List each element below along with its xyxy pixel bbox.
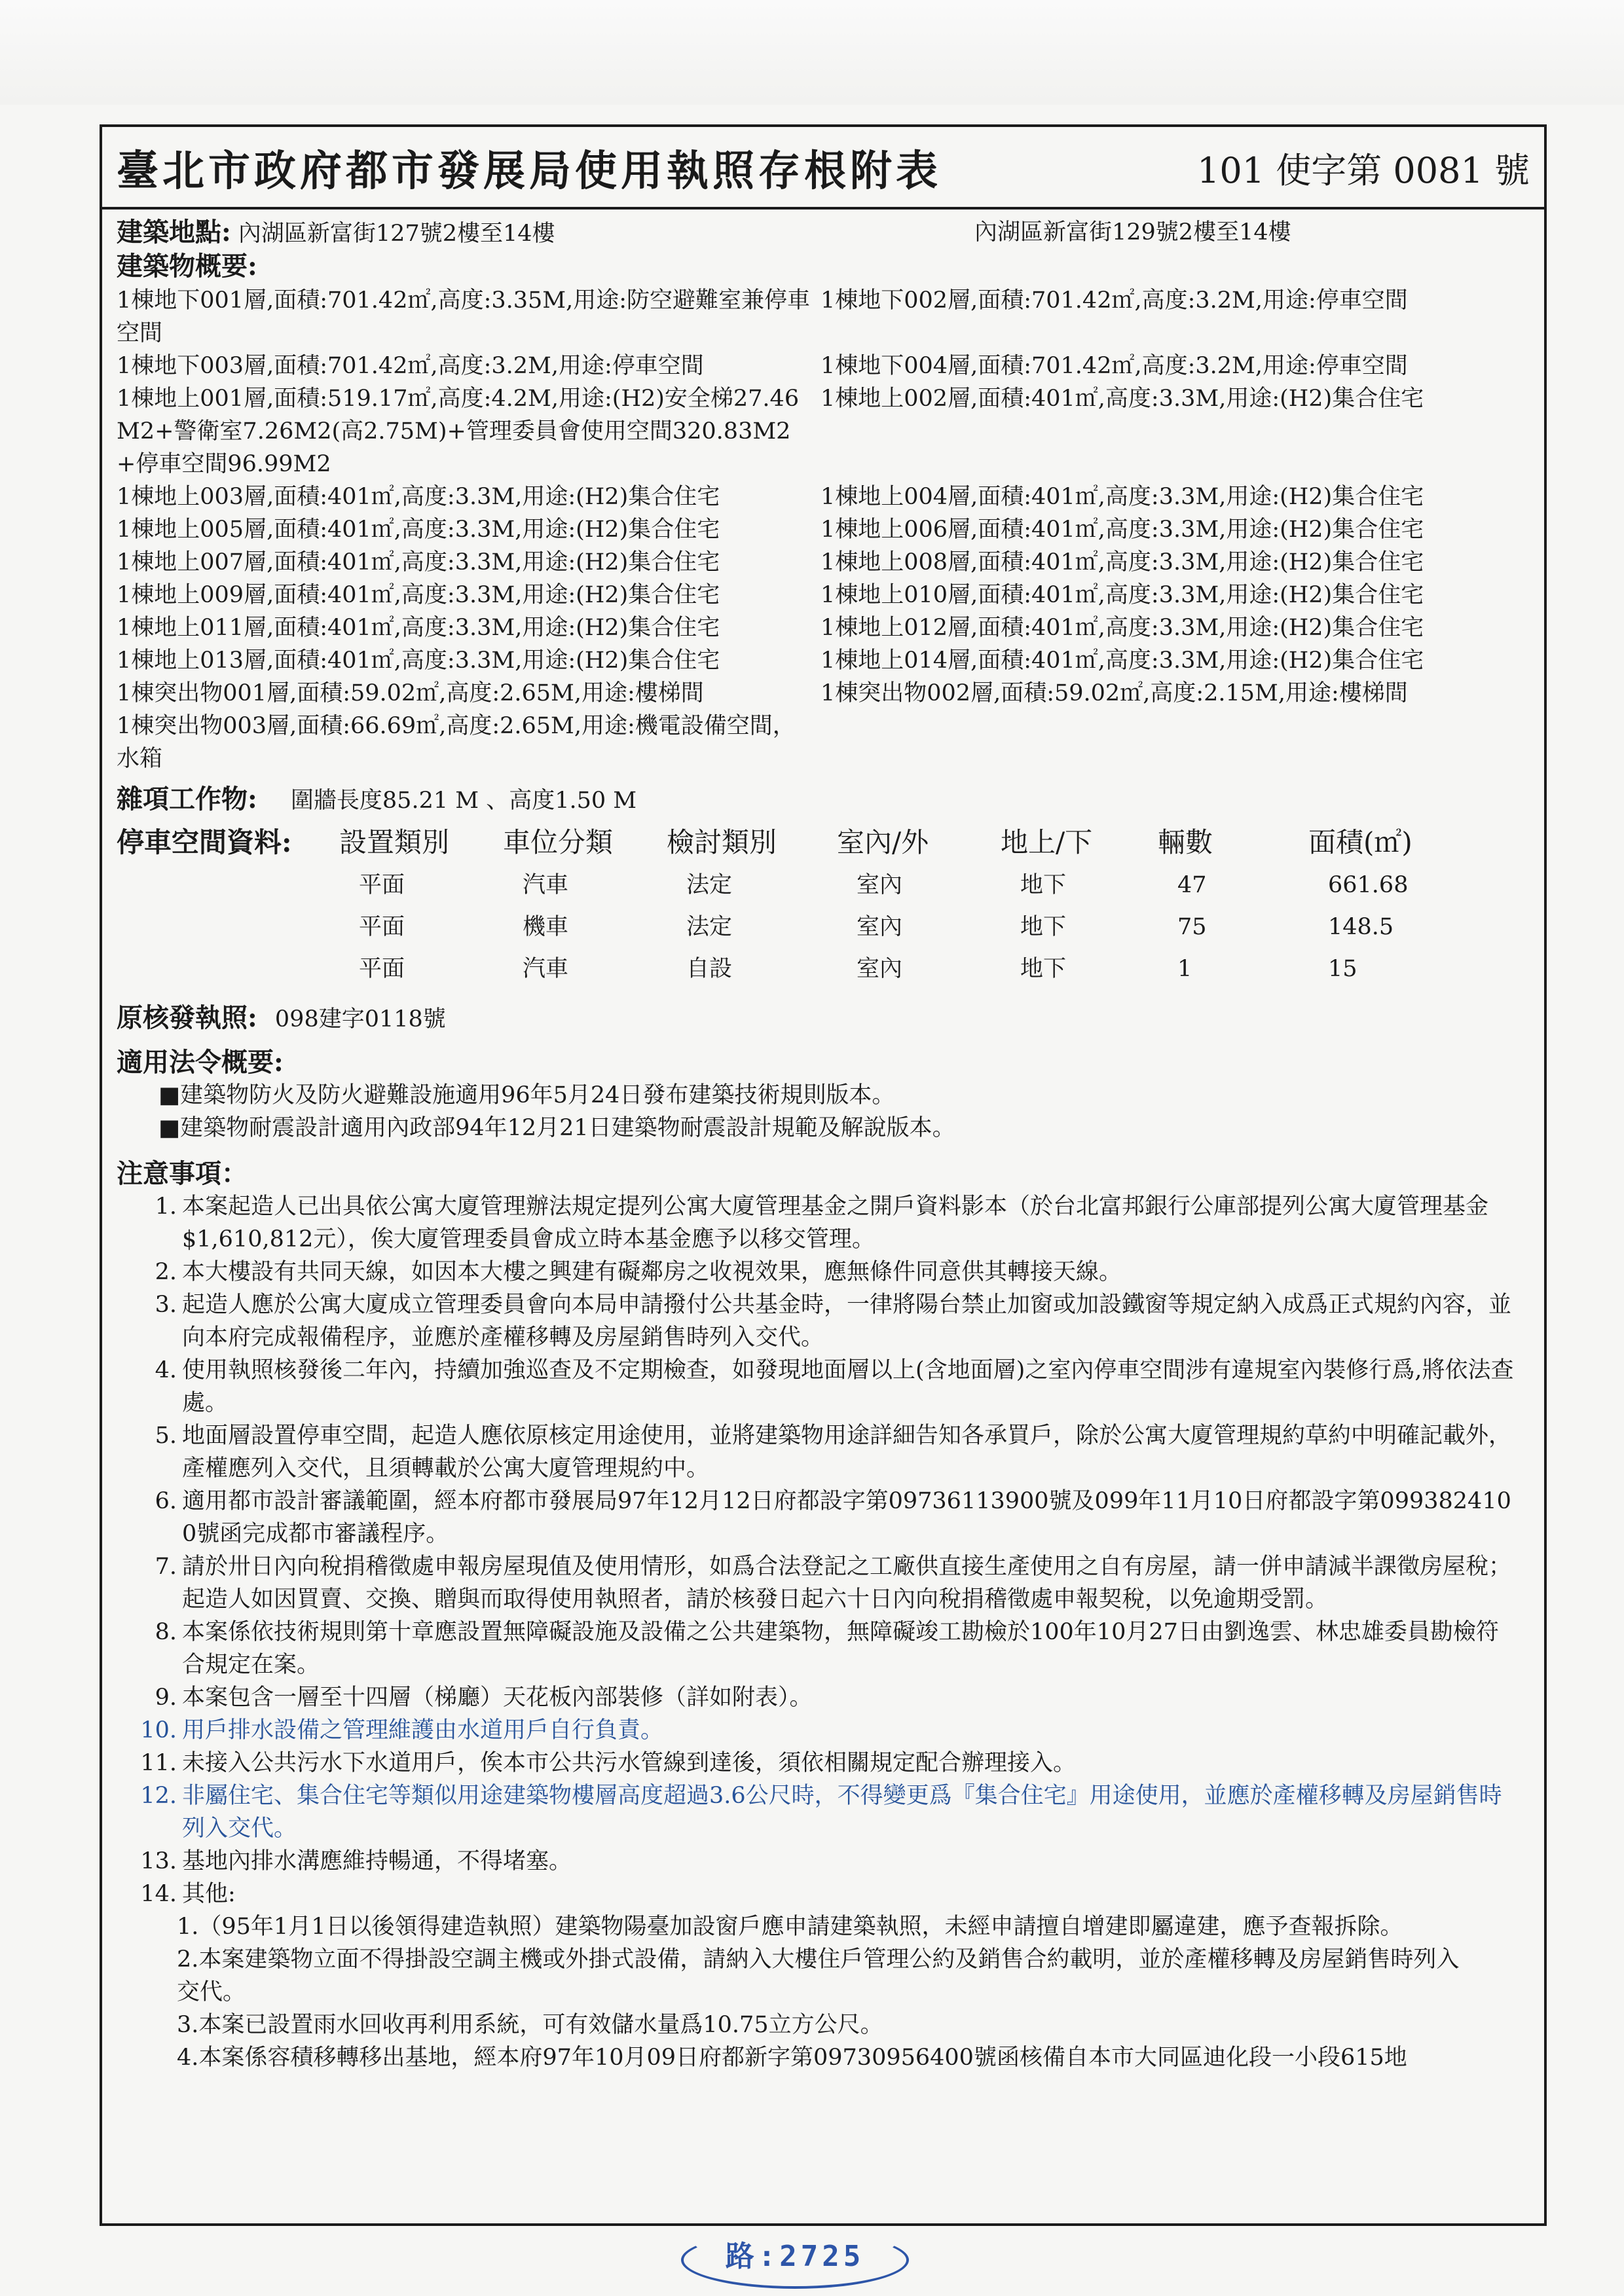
note-number: 10. <box>140 1717 177 1743</box>
note-text: 地面層設置停車空間，起造人應依原核定用途使用，並將建築物用途詳細告知各承買戶，除於公寓大廈管理規約草約中明確記載外，產權應列入交代，且須轉載於公寓大廈管理規約中。 <box>182 1423 1512 1482</box>
parking-row <box>117 864 1531 906</box>
parking-header-cell: 車位分類 <box>503 826 614 858</box>
stamp-text: 路:2725 <box>725 2240 865 2273</box>
notes-label: 注意事項： <box>117 1158 248 1189</box>
parking-cell: 1 <box>1177 956 1192 982</box>
floor-entry-left: 1棟地上005層,面積:401㎡,高度:3.3M,用途:(H2)集合住宅 <box>117 517 720 543</box>
site-row <box>117 216 1531 250</box>
floor-entry-left: 1棟地上013層,面積:401㎡,高度:3.3M,用途:(H2)集合住宅 <box>117 647 720 674</box>
misc-value: 圍牆長度85.21 M 、高度1.50 M <box>290 788 637 814</box>
note-number: 11. <box>140 1750 177 1776</box>
floor-row <box>117 677 1531 710</box>
note-item <box>117 1747 1531 1779</box>
floor-entry-right: 1棟地上014層,面積:401㎡,高度:3.3M,用途:(H2)集合住宅 <box>821 647 1424 674</box>
parking-cell: 15 <box>1328 956 1357 982</box>
note-item <box>117 1616 1531 1681</box>
notes-sub-list <box>117 1910 1531 2074</box>
parking-row-indent <box>117 948 359 990</box>
note-item <box>117 1779 1531 1845</box>
note-text: 未接入公共污水下水道用戶，俟本市公共污水管線到達後，須依相關規定配合辦理接入。 <box>182 1750 1077 1776</box>
notes-section <box>117 1157 1531 2074</box>
floor-entry-left: 1棟地上003層,面積:401㎡,高度:3.3M,用途:(H2)集合住宅 <box>117 484 720 510</box>
note-sub-item <box>177 1910 1531 1943</box>
note-sub-text: 1.（95年1月1日以後領得建造執照）建築物陽臺加設窗戶應申請建築執照，未經申請擅自增建即屬違建，應予查報拆除。 <box>177 1914 1403 1940</box>
note-number: 8. <box>155 1619 177 1645</box>
note-item <box>117 1714 1531 1747</box>
misc-label: 雜項工作物: <box>117 784 257 814</box>
floor-row <box>117 710 1531 775</box>
law-section <box>117 1046 1531 1144</box>
note-text: 起造人應於公寓大廈成立管理委員會向本局申請撥付公共基金時，一律將陽台禁止加窗或加設鐵窗等規定納入成爲正式規約內容，並向本府完成報備程序，並應於產權移轉及房屋銷售時列入交代。 <box>182 1292 1512 1351</box>
floor-entry-left: 1棟突出物003層,面積:66.69㎡,高度:2.65M,用途:機電設備空間，水箱 <box>117 713 796 772</box>
parking-cell: 148.5 <box>1328 914 1394 940</box>
parking-header-cell: 地上/下 <box>1001 826 1093 858</box>
parking-cell: 47 <box>1177 872 1207 898</box>
parking-cell: 機車 <box>523 914 569 940</box>
note-sub-text: 2.本案建築物立面不得掛設空調主機或外掛式設備，請納入大樓住戶管理公約及銷售合約載明，並於產權移轉及房屋銷售時列入交代。 <box>177 1946 1460 2005</box>
note-item <box>117 1550 1531 1616</box>
note-text: 適用都市設計審議範圍，經本府都市發展局97年12月12日府都設字第09736113900號及099年11月10日府都設字第0993824100號函完成都市審議程序。 <box>182 1488 1511 1547</box>
floor-entry-left: 1棟地上001層,面積:519.17㎡,高度:4.2M,用途:(H2)安全梯27.46M2+警衛室7.26M2(高2.75M)+管理委員會使用空間320.83M2+停車空間96.99M2 <box>117 386 800 477</box>
floor-entry-left: 1棟地上009層,面積:401㎡,高度:3.3M,用途:(H2)集合住宅 <box>117 582 720 608</box>
floor-row <box>117 481 1531 513</box>
overview-label: 建築物概要: <box>117 251 257 282</box>
parking-row-indent <box>117 906 359 948</box>
note-text: 用戶排水設備之管理維護由水道用戶自行負責。 <box>182 1717 664 1743</box>
note-item <box>117 1845 1531 1878</box>
parking-cell: 75 <box>1177 914 1207 940</box>
floor-entry-right: 1棟地上010層,面積:401㎡,高度:3.3M,用途:(H2)集合住宅 <box>821 582 1424 608</box>
note-text: 使用執照核發後二年內，持續加強巡查及不定期檢查，如發現地面層以上(含地面層)之室內停車空間涉有違規室內裝修行爲,將依法查處。 <box>182 1357 1514 1416</box>
parking-cell: 室內 <box>857 914 903 940</box>
parking-header-cell: 設置類別 <box>339 826 450 858</box>
overview-heading <box>117 250 1531 284</box>
floor-entry-right: 1棟地上004層,面積:401㎡,高度:3.3M,用途:(H2)集合住宅 <box>821 484 1424 510</box>
note-sub-text: 4.本案係容積移轉移出基地，經本府97年10月09日府都新字第09730956400號函核備自本市大同區迪化段一小段615地 <box>177 2045 1407 2071</box>
misc-row <box>117 783 1531 817</box>
law-item: ■建築物耐震設計適用內政部94年12月21日建築物耐震設計規範及解說版本。 <box>158 1115 955 1141</box>
note-text: 本案起造人已出具依公寓大廈管理辦法規定提列公寓大廈管理基金之開戶資料影本（於台北富邦銀行公庫部提列公寓大廈管理基金$1,610,812元），俟大廈管理委員會成立時本基金應予以移交管理。 <box>182 1194 1489 1252</box>
floor-entry-left: 1棟地下001層,面積:701.42㎡,高度:3.35M,用途:防空避難室兼停車空間 <box>117 287 811 346</box>
note-text: 本案包含一層至十四層（梯廳）天花板內部裝修（詳如附表）。 <box>182 1685 813 1711</box>
floor-entry-right: 1棟地下002層,面積:701.42㎡,高度:3.2M,用途:停車空間 <box>821 287 1408 314</box>
note-sub-text: 3.本案已設置雨水回收再利用系統，可有效儲水量爲10.75立方公尺。 <box>177 2012 883 2038</box>
floor-entry-left: 1棟地上011層,面積:401㎡,高度:3.3M,用途:(H2)集合住宅 <box>117 615 720 641</box>
parking-cell: 汽車 <box>523 956 569 982</box>
document-frame <box>100 124 1547 2226</box>
parking-cell: 地下 <box>1020 872 1067 898</box>
parking-cell: 室內 <box>857 956 903 982</box>
seal-stamp <box>681 2231 909 2289</box>
floor-entry-right: 1棟地上008層,面積:401㎡,高度:3.3M,用途:(H2)集合住宅 <box>821 549 1424 575</box>
parking-header <box>117 821 1531 864</box>
note-number: 12. <box>140 1783 177 1809</box>
law-item: ■建築物防火及防火避難設施適用96年5月24日發布建築技術規則版本。 <box>158 1082 895 1108</box>
floor-row <box>117 382 1531 481</box>
scan-margin <box>0 0 1624 105</box>
note-number: 13. <box>140 1848 177 1874</box>
parking-section <box>117 821 1531 990</box>
note-number: 3. <box>155 1292 177 1318</box>
floor-entry-right: 1棟地上002層,面積:401㎡,高度:3.3M,用途:(H2)集合住宅 <box>821 386 1424 412</box>
note-item <box>117 1256 1531 1288</box>
floor-row <box>117 611 1531 644</box>
parking-cell: 平面 <box>359 956 405 982</box>
original-permit-row <box>117 1002 1531 1036</box>
notes-list <box>117 1190 1531 1910</box>
note-item <box>117 1485 1531 1550</box>
parking-row-indent <box>117 864 359 906</box>
law-label: 適用法令概要: <box>117 1047 284 1078</box>
original-permit-value: 098建字0118號 <box>274 1006 446 1032</box>
floor-entry-right <box>821 710 1531 775</box>
parking-cell: 室內 <box>857 872 903 898</box>
note-sub-item <box>177 2009 1531 2041</box>
parking-cell: 地下 <box>1020 956 1067 982</box>
title-row <box>102 127 1544 210</box>
floor-row <box>117 644 1531 677</box>
note-number: 7. <box>155 1554 177 1580</box>
floor-entry-right: 1棟地下004層,面積:701.42㎡,高度:3.2M,用途:停車空間 <box>821 353 1408 379</box>
parking-cell: 汽車 <box>523 872 569 898</box>
note-sub-item <box>177 1943 1531 2009</box>
note-item <box>117 1288 1531 1354</box>
site-address-left: 內湖區新富街127號2樓至14樓 <box>238 221 555 247</box>
floor-row <box>117 513 1531 546</box>
parking-header-cell: 檢討類別 <box>667 826 777 858</box>
note-number: 6. <box>155 1488 177 1514</box>
parking-rows <box>117 864 1531 990</box>
floor-row <box>117 579 1531 611</box>
original-permit-label: 原核發執照: <box>117 1002 257 1033</box>
parking-cell: 平面 <box>359 872 405 898</box>
parking-cell: 法定 <box>686 914 733 940</box>
parking-row <box>117 948 1531 990</box>
note-item <box>117 1419 1531 1485</box>
note-item <box>117 1190 1531 1256</box>
floor-entry-left: 1棟突出物001層,面積:59.02㎡,高度:2.65M,用途:樓梯間 <box>117 680 704 706</box>
document-body <box>117 216 1531 2074</box>
document-title: 臺北市政府都市發展局使用執照存根附表 <box>117 147 942 196</box>
floor-entry-right: 1棟地上006層,面積:401㎡,高度:3.3M,用途:(H2)集合住宅 <box>821 517 1424 543</box>
parking-cell: 地下 <box>1020 914 1067 940</box>
note-number: 9. <box>155 1685 177 1711</box>
floor-row <box>117 284 1531 350</box>
site-label: 建築地點: <box>117 217 231 247</box>
floor-list <box>117 284 1531 775</box>
note-text: 請於卅日內向稅捐稽徵處申報房屋現值及使用情形，如爲合法登記之工廠供直接生產使用之自有房屋，請一併申請減半課徵房屋稅；起造人如因買賣、交換、贈與而取得使用執照者，請於核發日起六十日內向稅捐稽徵處申報契稅，以免逾期受罰。 <box>182 1554 1512 1613</box>
note-item <box>117 1354 1531 1419</box>
note-number: 4. <box>155 1357 177 1383</box>
parking-cell: 自設 <box>686 956 733 982</box>
note-number: 14. <box>140 1881 177 1907</box>
site-address-right: 內湖區新富街129號2樓至14樓 <box>974 219 1291 246</box>
note-item <box>117 1878 1531 1910</box>
floor-entry-left: 1棟地上007層,面積:401㎡,高度:3.3M,用途:(H2)集合住宅 <box>117 549 720 575</box>
note-text: 其他: <box>182 1881 236 1907</box>
note-sub-item <box>177 2041 1531 2074</box>
note-text: 本案係依技術規則第十章應設置無障礙設施及設備之公共建築物，無障礙竣工勘檢於100年10月27日由劉逸雲、林忠雄委員勘檢符合規定在案。 <box>182 1619 1499 1678</box>
note-number: 2. <box>155 1259 177 1285</box>
parking-header-cell: 室內/外 <box>837 826 929 858</box>
floor-entry-left: 1棟地下003層,面積:701.42㎡,高度:3.2M,用途:停車空間 <box>117 353 704 379</box>
permit-number: 101 使字第 0081 號 <box>1197 150 1530 191</box>
note-item <box>117 1681 1531 1714</box>
parking-cell: 平面 <box>359 914 405 940</box>
parking-cell: 法定 <box>686 872 733 898</box>
note-text: 本大樓設有共同天線，如因本大樓之興建有礙鄰房之收視效果，應無條件同意供其轉接天線。 <box>182 1259 1122 1285</box>
floor-row <box>117 546 1531 579</box>
note-text: 基地內排水溝應維持暢通，不得堵塞。 <box>182 1848 572 1874</box>
parking-header-cell: 輛數 <box>1158 826 1213 858</box>
floor-entry-right: 1棟突出物002層,面積:59.02㎡,高度:2.15M,用途:樓梯間 <box>821 680 1408 706</box>
floor-row <box>117 350 1531 382</box>
note-text: 非屬住宅、集合住宅等類似用途建築物樓層高度超過3.6公尺時，不得變更爲『集合住宅』用途使用，並應於產權移轉及房屋銷售時列入交代。 <box>182 1783 1502 1842</box>
note-number: 1. <box>155 1194 177 1220</box>
parking-label: 停車空間資料: <box>117 826 292 858</box>
floor-entry-right: 1棟地上012層,面積:401㎡,高度:3.3M,用途:(H2)集合住宅 <box>821 615 1424 641</box>
parking-header-cell: 面積(㎡) <box>1308 826 1412 858</box>
parking-row <box>117 906 1531 948</box>
note-number: 5. <box>155 1423 177 1449</box>
parking-cell: 661.68 <box>1328 872 1409 898</box>
